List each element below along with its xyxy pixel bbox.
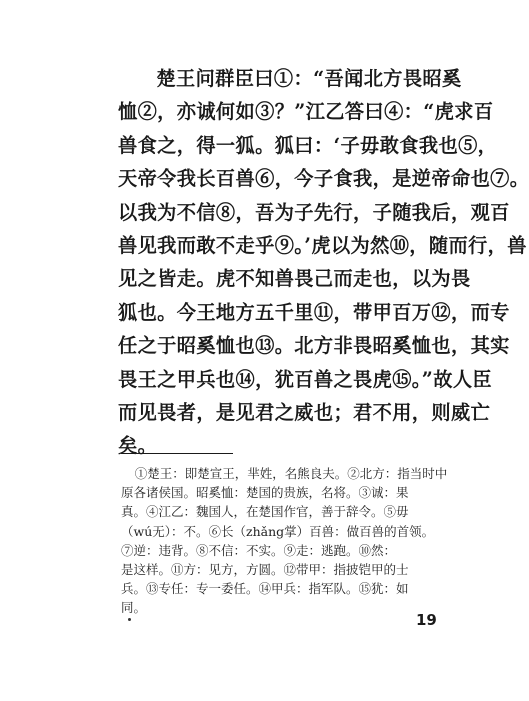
- footnote-line: ⑦逆：违背。⑧不信：不实。⑨走：逃跑。⑩然：: [121, 542, 397, 558]
- passage-line: 任之于昭奚恤也⑬。北方非畏昭奚恤也，其实: [118, 334, 510, 358]
- footnote-line: 真。④江乙：魏国人，在楚国作官，善于辞令。⑤毋: [121, 504, 409, 520]
- passage-line: 恤②，亦诚何如③？”江乙答曰④：“虎求百: [118, 100, 494, 124]
- footnote-line: 是这样。⑪方：见方，方圆。⑫带甲：指披铠甲的士: [121, 562, 409, 578]
- passage-line: 矣。: [118, 434, 158, 458]
- passage-line: 楚王问群臣曰①：“吾闻北方畏昭奚: [156, 67, 462, 90]
- page-number: 19: [416, 611, 437, 629]
- footnote-line: 原各诸侯国。昭奚恤：楚国的贵族，名将。③诚：果: [121, 485, 409, 501]
- footnote-divider: [121, 453, 233, 454]
- passage-paragraph: [118, 62, 529, 463]
- passage-line: 天帝令我长百兽⑥，今子食我，是逆帝命也⑦。: [118, 167, 529, 191]
- passage-line: 狐也。今王地方五千里⑪，带甲百万⑫，而专: [118, 300, 510, 324]
- footnote-line: 同。: [121, 600, 147, 616]
- footnote-line: ①楚王：即楚宣王，芈姓，名熊良夫。②北方：指当时中: [134, 466, 448, 481]
- passage-line: 以我为不信⑧，吾为子先行，子随我后，观百: [118, 200, 510, 224]
- main-passage: [118, 62, 529, 463]
- passage-line: 见之皆走。虎不知兽畏己而走也，以为畏: [118, 267, 471, 291]
- footnote-line: 兵。⑬专任：专一委任。⑭甲兵：指军队。⑮犹：如: [121, 581, 409, 597]
- passage-line: 而见畏者，是见君之威也；君不用，则威亡: [118, 401, 491, 425]
- print-speck: [128, 618, 131, 621]
- passage-line: 兽见我而敢不走乎⑨。’虎以为然⑩，随而行，兽: [118, 234, 527, 258]
- passage-line: 畏王之甲兵也⑭，犹百兽之畏虎⑮。”故人臣: [118, 367, 492, 391]
- footnotes: [121, 464, 471, 618]
- passage-line: 兽食之，得一狐。狐曰：‘子毋敢食我也⑤，: [118, 133, 498, 157]
- footnote-line: （wú无）：不。⑥长（zhǎng掌）百兽：做百兽的首领。: [121, 523, 435, 539]
